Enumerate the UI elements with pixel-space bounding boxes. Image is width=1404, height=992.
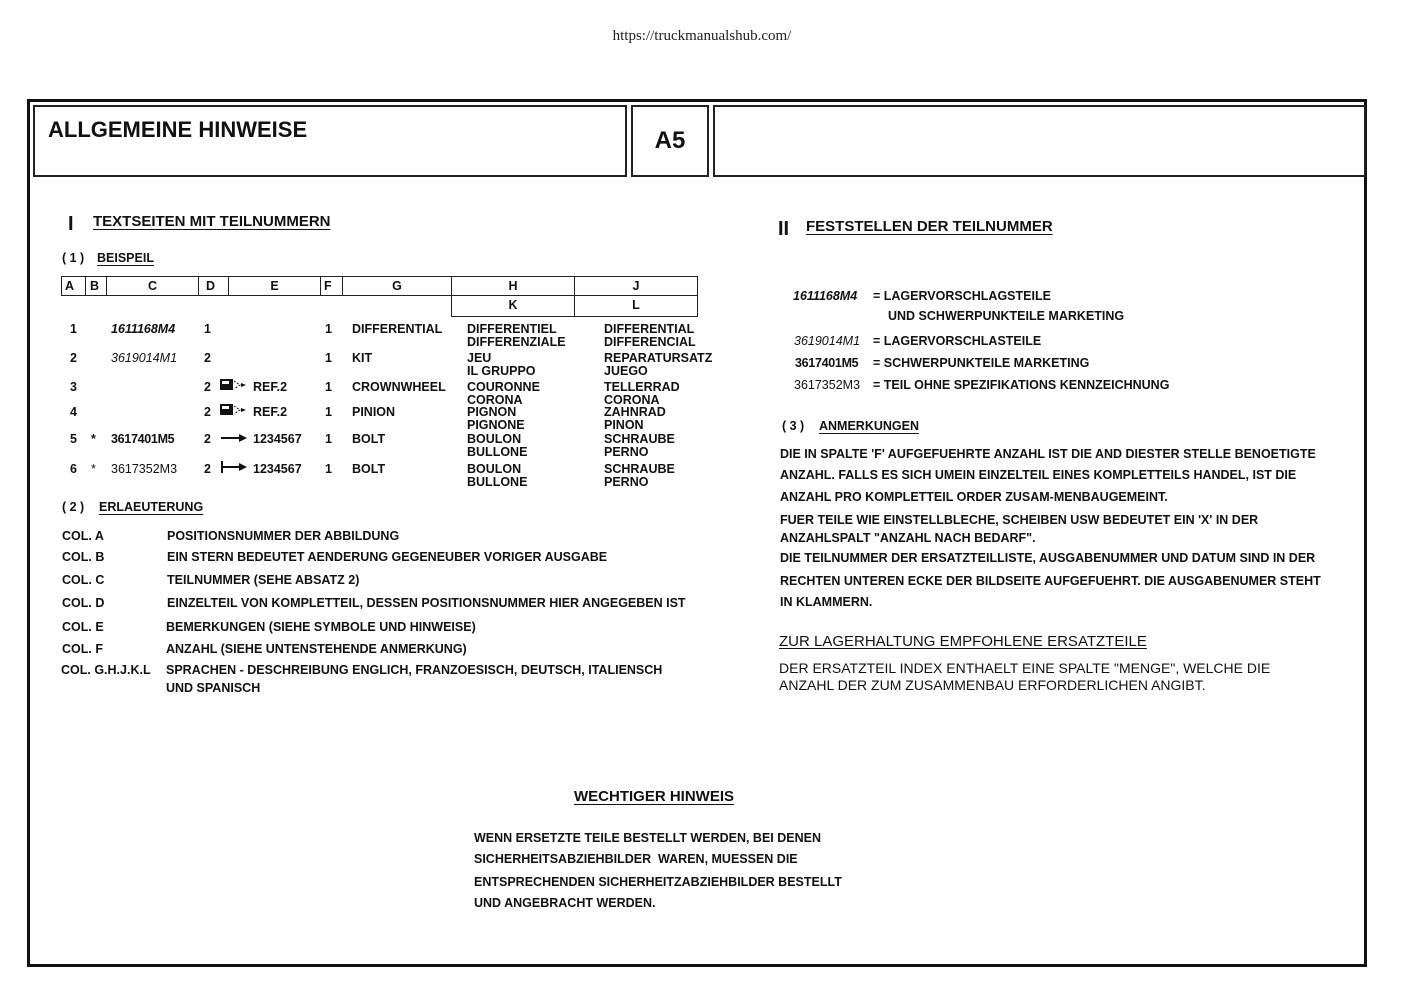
cell-a: 2	[70, 351, 77, 365]
part-num: 3619014M1	[794, 334, 861, 348]
cell-l: PINON	[604, 418, 644, 432]
notice-line: WENN ERSETZTE TEILE BESTELLT WERDEN, BEI DENEN	[474, 831, 822, 845]
reference-icon	[219, 377, 249, 393]
section1-title: TEXTSEITEN MIT TEILNUMMERN	[93, 213, 331, 230]
part-num: 1611168M4	[793, 289, 858, 303]
part-desc: = LAGERVORSCHLAGSTEILE	[873, 289, 1051, 303]
col-header-l: L	[574, 295, 698, 317]
cell-g: DIFFERENTIAL	[352, 322, 443, 336]
cell-l: PERNO	[604, 445, 649, 459]
page-code: A5	[654, 127, 686, 154]
cell-a: 5	[70, 432, 77, 446]
cell-h: BOULON	[467, 432, 522, 446]
note-line: DIE IN SPALTE 'F' AUFGEFUEHRTE ANZAHL IST DIE AND DIESTER STELLE BENOETIGTE	[780, 447, 1316, 461]
cell-g: KIT	[352, 351, 373, 365]
expl-text: EINZELTEIL VON KOMPLETTEIL, DESSEN POSITIONSNUMMER HIER ANGEGEBEN IST	[167, 596, 686, 610]
note-line: ANZAHL PRO KOMPLETTEIL ORDER ZUSAM-MENBAUGEMEINT.	[780, 490, 1168, 504]
section1-numeral: I	[68, 213, 74, 235]
cell-h: PIGNON	[467, 405, 517, 419]
cell-l: JUEGO	[604, 364, 648, 378]
cell-k: CORONA	[467, 393, 523, 407]
part-num: 3617352M3	[794, 378, 861, 392]
stock-line: DER ERSATZTEIL INDEX ENTHAELT EINE SPALTE "MENGE", WELCHE DIE	[779, 660, 1271, 676]
reference-icon	[219, 402, 249, 418]
arrow-right-icon	[220, 432, 248, 444]
notice-title: WECHTIGER HINWEIS	[574, 788, 734, 805]
note-line: RECHTEN UNTEREN ECKE DER BILDSEITE AUFGEFUEHRT. DIE AUSGABENUMER STEHT	[780, 574, 1321, 588]
cell-j: ZAHNRAD	[604, 405, 666, 419]
col-header-j: J	[574, 276, 698, 296]
cell-c: 3617352M3	[111, 462, 178, 476]
expl-text: POSITIONSNUMMER DER ABBILDUNG	[167, 529, 400, 543]
col-header-c: C	[106, 276, 199, 296]
col-header-a: A	[61, 276, 86, 296]
cell-a: 1	[70, 322, 77, 336]
section2-title: FESTSTELLEN DER TEILNUMMER	[806, 218, 1053, 235]
cell-f: 1	[325, 351, 332, 365]
example-number: ( 1 )	[62, 251, 85, 265]
expl-text: SPRACHEN - DESCHREIBUNG ENGLICH, FRANZOESISCH, DEUTSCH, ITALIENSCH	[166, 663, 663, 677]
cell-k: IL GRUPPO	[467, 364, 536, 378]
expl-col: COL. D	[62, 596, 105, 610]
cell-g: CROWNWHEEL	[352, 380, 446, 394]
expl-text: TEILNUMMER (SEHE ABSATZ 2)	[167, 573, 360, 587]
cell-k: BULLONE	[467, 475, 528, 489]
header-url[interactable]: https://truckmanualshub.com/	[612, 28, 792, 44]
cell-e: 1234567	[253, 462, 302, 476]
notice-line: ENTSPRECHENDEN SICHERHEITZABZIEHBILDER BESTELLT	[474, 875, 842, 889]
page-title: ALLGEMEINE HINWEISE	[48, 117, 308, 142]
cell-d: 1	[204, 322, 211, 336]
explanation-number: ( 2 )	[62, 500, 85, 514]
cell-h: JEU	[467, 351, 492, 365]
example-label: BEISPEIL	[97, 251, 154, 265]
cell-d: 2	[204, 432, 211, 446]
note-line: ANZAHL. FALLS ES SICH UMEIN EINZELTEIL EINES KOMPLETTEILS HANDEL, IST DIE	[780, 468, 1297, 482]
cell-k: PIGNONE	[467, 418, 525, 432]
cell-f: 1	[325, 462, 332, 476]
cell-b: *	[91, 462, 96, 476]
part-desc: UND SCHWERPUNKTEILE MARKETING	[888, 309, 1125, 323]
cell-k: BULLONE	[467, 445, 528, 459]
part-desc: = LAGERVORSCHLASTEILE	[873, 334, 1042, 348]
cell-g: PINION	[352, 405, 396, 419]
expl-col: COL. E	[62, 620, 104, 634]
col-header-b: B	[85, 276, 107, 296]
cell-f: 1	[325, 322, 332, 336]
cell-b: *	[91, 432, 96, 446]
cell-f: 1	[325, 432, 332, 446]
cell-f: 1	[325, 380, 332, 394]
cell-a: 6	[70, 462, 77, 476]
cell-c: 3619014M1	[111, 351, 178, 365]
cell-d: 2	[204, 462, 211, 476]
cell-j: SCHRAUBE	[604, 462, 675, 476]
cell-f: 1	[325, 405, 332, 419]
cell-d: 2	[204, 351, 211, 365]
expl-col: COL. C	[62, 573, 105, 587]
cell-k: DIFFERENZIALE	[467, 335, 566, 349]
expl-text: BEMERKUNGEN (SIEHE SYMBOLE UND HINWEISE)	[166, 620, 476, 634]
col-header-h: H	[451, 276, 575, 296]
notice-line: SICHERHEITSABZIEHBILDER WAREN, MUESSEN DIE	[474, 852, 798, 866]
part-desc: = SCHWERPUNKTEILE MARKETING	[873, 356, 1090, 370]
cell-l: CORONA	[604, 393, 660, 407]
col-header-f: F	[320, 276, 343, 296]
part-desc: = TEIL OHNE SPEZIFIKATIONS KENNZEICHNUNG	[873, 378, 1170, 392]
cell-d: 2	[204, 380, 211, 394]
expl-text: ANZAHL (SIEHE UNTENSTEHENDE ANMERKUNG)	[166, 642, 467, 656]
cell-l: PERNO	[604, 475, 649, 489]
cell-a: 3	[70, 380, 77, 394]
notes-label: ANMERKUNGEN	[819, 419, 919, 433]
blank-box	[713, 105, 1366, 177]
cell-c: 1611168M4	[111, 322, 176, 336]
note-line: ANZAHLSPALT "ANZAHL NACH BEDARF".	[780, 531, 1036, 545]
note-line: FUER TEILE WIE EINSTELLBLECHE, SCHEIBEN USW BEDEUTET EIN 'X' IN DER	[780, 513, 1259, 527]
cell-h: DIFFERENTIEL	[467, 322, 557, 336]
expl-col: COL. A	[62, 529, 104, 543]
explanation-label: ERLAEUTERUNG	[99, 500, 204, 514]
cell-j: REPARATURSATZ	[604, 351, 713, 365]
cell-j: DIFFERENTIAL	[604, 322, 695, 336]
notes-number: ( 3 )	[782, 419, 805, 433]
cell-e: REF.2	[253, 405, 288, 419]
cell-h: BOULON	[467, 462, 522, 476]
section2-numeral: II	[778, 218, 790, 240]
expl-text: EIN STERN BEDEUTET AENDERUNG GEGENEUBER VORIGER AUSGABE	[167, 550, 608, 564]
stock-line: ANZAHL DER ZUM ZUSAMMENBAU ERFORDERLICHEN ANGIBT.	[779, 677, 1206, 693]
col-header-g: G	[342, 276, 452, 296]
cell-h: COURONNE	[467, 380, 540, 394]
note-line: DIE TEILNUMMER DER ERSATZTEILLISTE, AUSGABENUMMER UND DATUM SIND IN DER	[780, 551, 1316, 565]
stock-title: ZUR LAGERHALTUNG EMPFOHLENE ERSATZTEILE	[779, 633, 1147, 650]
cell-g: BOLT	[352, 462, 386, 476]
expl-col: COL. G.H.J.K.L	[61, 663, 151, 677]
expl-col: COL. B	[62, 550, 105, 564]
notice-line: UND ANGEBRACHT WERDEN.	[474, 896, 656, 910]
col-header-e: E	[228, 276, 321, 296]
cell-j: TELLERRAD	[604, 380, 680, 394]
col-header-k: K	[451, 295, 575, 317]
cell-a: 4	[70, 405, 77, 419]
cell-l: DIFFERENCIAL	[604, 335, 696, 349]
col-header-d: D	[198, 276, 229, 296]
part-num: 3617401M5	[795, 356, 859, 370]
note-line: IN KLAMMERN.	[780, 595, 873, 609]
cell-e: 1234567	[253, 432, 302, 446]
expl-text: UND SPANISCH	[166, 681, 261, 695]
cell-g: BOLT	[352, 432, 386, 446]
cell-d: 2	[204, 405, 211, 419]
cell-e: REF.2	[253, 380, 288, 394]
cell-c: 3617401M5	[111, 432, 175, 446]
cell-j: SCHRAUBE	[604, 432, 675, 446]
arrow-bar-right-icon	[220, 460, 248, 474]
expl-col: COL. F	[62, 642, 103, 656]
